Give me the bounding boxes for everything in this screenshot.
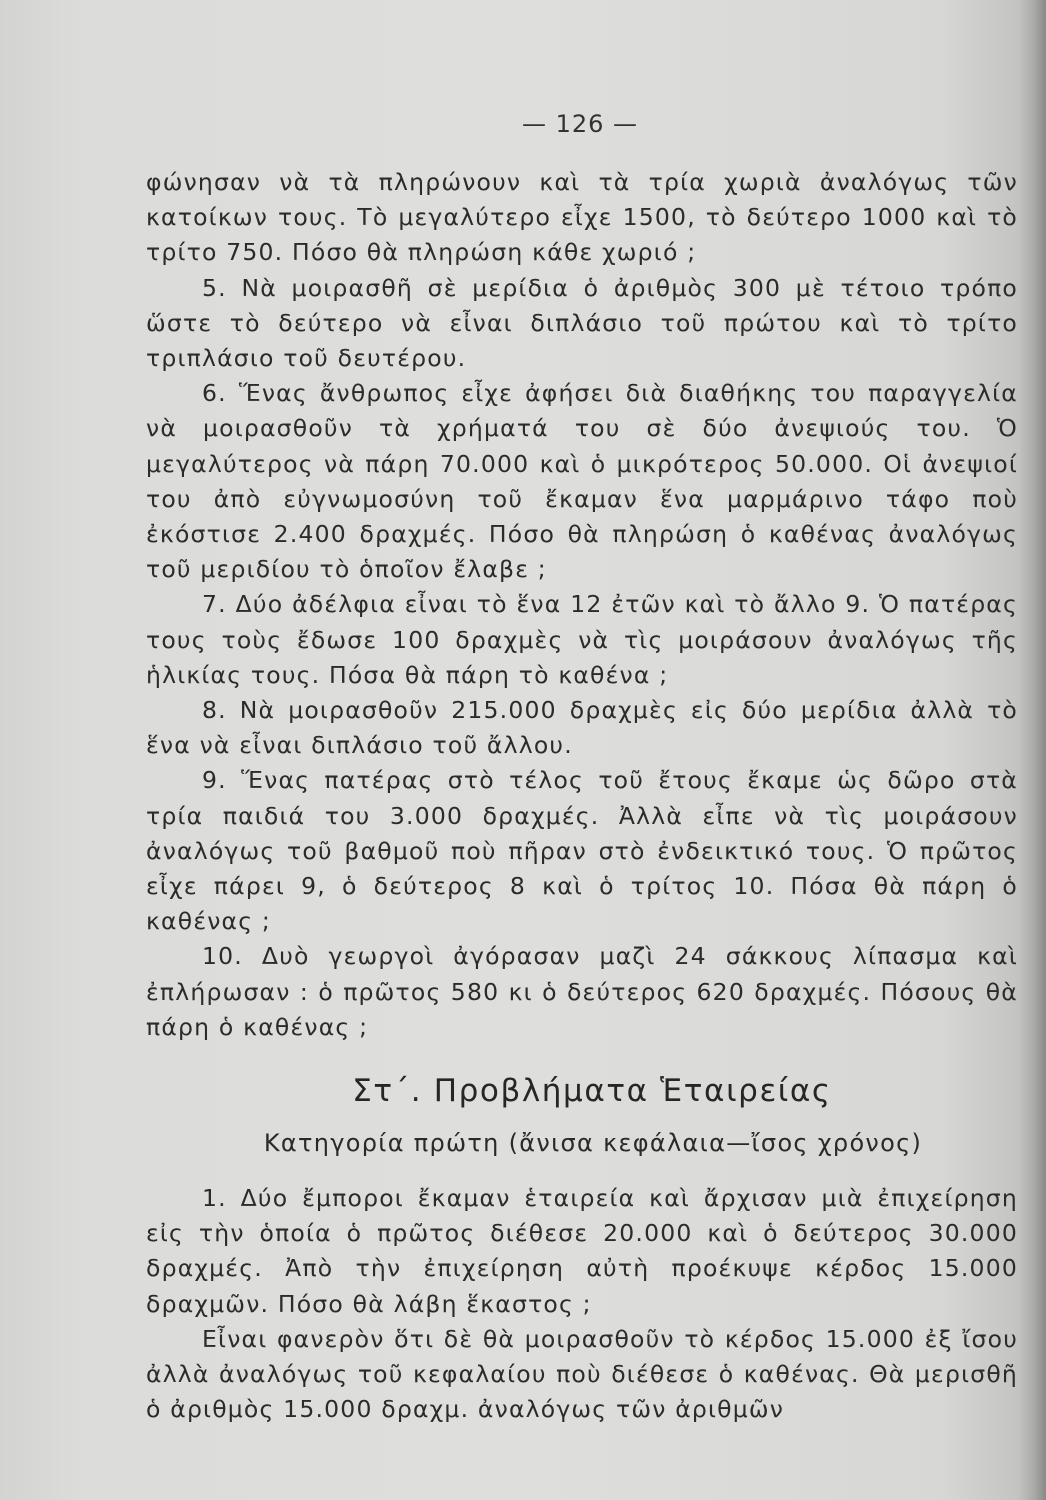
problem-9: 9. Ἕνας πατέρας στὸ τέλος τοῦ ἔτους ἔκαμε ὡς δῶρο στὰ τρία παιδιά του 3.000 δραχμές. Ἀλλὰ εἶπε νὰ τὶς μοιράσουν ἀναλόγως τοῦ βαθμοῦ ποὺ πῆραν στὸ ἐνδεικτικό τους. Ὁ πρῶτος εἶχε πάρει 9, ὁ δεύτερος 8 καὶ ὁ τρίτος 10. Πόσα θὰ πάρη ὁ καθένας ; (146, 766, 1018, 936)
problem-10: 10. Δυὸ γεωργοὶ ἀγόρασαν μαζὶ 24 σάκκους λίπασμα καὶ ἐπλήρωσαν : ὁ πρῶτος 580 κι ὁ δεύτερος 620 δραχμές. Πόσους θὰ πάρη ὁ καθένας ; (146, 942, 1018, 1041)
partnership-problem-1: 1. Δύο ἔμποροι ἔκαμαν ἑταιρεία καὶ ἄρχισαν μιὰ ἐπιχείρηση εἰς τὴν ὁποία ὁ πρῶτος διέθεσε 20.000 καὶ ὁ δεύτερος 30.000 δραχμές. Ἀπὸ τὴν ἐπιχείρηση αὐτὴ προέκυψε κέρδος 15.000 δραχμῶν. Πόσο θὰ λάβη ἕκαστος ; (146, 1184, 1018, 1318)
paragraph-continuation: φώνησαν νὰ τὰ πληρώνουν καὶ τὰ τρία χωριὰ ἀναλόγως τῶν κατοίκων τους. Τὸ μεγαλύτερο εἶχε 1500, τὸ δεύτερο 1000 καὶ τὸ τρίτο 750. Πόσο θὰ πληρώση κάθε χωριό ; (146, 168, 1018, 267)
page-edge-shadow (1018, 0, 1046, 1500)
section-title: Στ΄. Προβλήματα Ἑταιρείας (352, 1073, 832, 1110)
problem-8: 8. Νὰ μοιρασθοῦν 215.000 δραχμὲς εἰς δύο μερίδια ἀλλὰ τὸ ἕνα νὰ εἶναι διπλάσιο τοῦ ἄλλου. (146, 696, 1018, 760)
page-text (146, 165, 1018, 1428)
page-number: — 126 — (521, 110, 639, 138)
subsection-title: Κατηγορία πρώτη (ἄνισα κεφάλαια—ἴσος χρόνος) (263, 1129, 923, 1158)
problem-5: 5. Νὰ μοιρασθῆ σὲ μερίδια ὁ ἀριθμὸς 300 μὲ τέτοιο τρόπο ὥστε τὸ δεύτερο νὰ εἶναι διπλάσιο τοῦ πρώτου καὶ τὸ τρίτο τριπλάσιο τοῦ δευτέρου. (146, 273, 1018, 373)
problem-7: 7. Δύο ἀδέλφια εἶναι τὸ ἕνα 12 ἐτῶν καὶ τὸ ἄλλο 9. Ὁ πατέρας τους τοὺς ἔδωσε 100 δραχμὲς νὰ τὶς μοιράσουν ἀναλόγως τῆς ἡλικίας τους. Πόσα θὰ πάρη τὸ καθένα ; (146, 590, 1018, 689)
problem-6: 6. Ἕνας ἄνθρωπος εἶχε ἀφήσει διὰ διαθήκης του παραγγελία νὰ μοιρασθοῦν τὰ χρήματά του σὲ δύο ἀνεψιούς του. Ὁ μεγαλύτερος νὰ πάρη 70.000 καὶ ὁ μικρότερος 50.000. Οἱ ἀνεψιοί του ἀπὸ εὐγνωμοσύνη τοῦ ἔκαμαν ἕνα μαρμάρινο τάφο ποὺ ἐκόστισε 2.400 δραχμές. Πόσο θὰ πληρώση ὁ καθένας ἀναλόγως τοῦ μεριδίου τὸ ὁποῖον ἔλαβε ; (146, 379, 1018, 584)
solution-paragraph: Εἶναι φανερὸν ὅτι δὲ θὰ μοιρασθοῦν τὸ κέρδος 15.000 ἐξ ἴσου ἀλλὰ ἀναλόγως τοῦ κεφαλαίου ποὺ διέθεσε ὁ καθένας. Θὰ μερισθῆ ὁ ἀριθμὸς 15.000 δραχμ. ἀναλόγως τῶν ἀριθμῶν (146, 1324, 1018, 1424)
